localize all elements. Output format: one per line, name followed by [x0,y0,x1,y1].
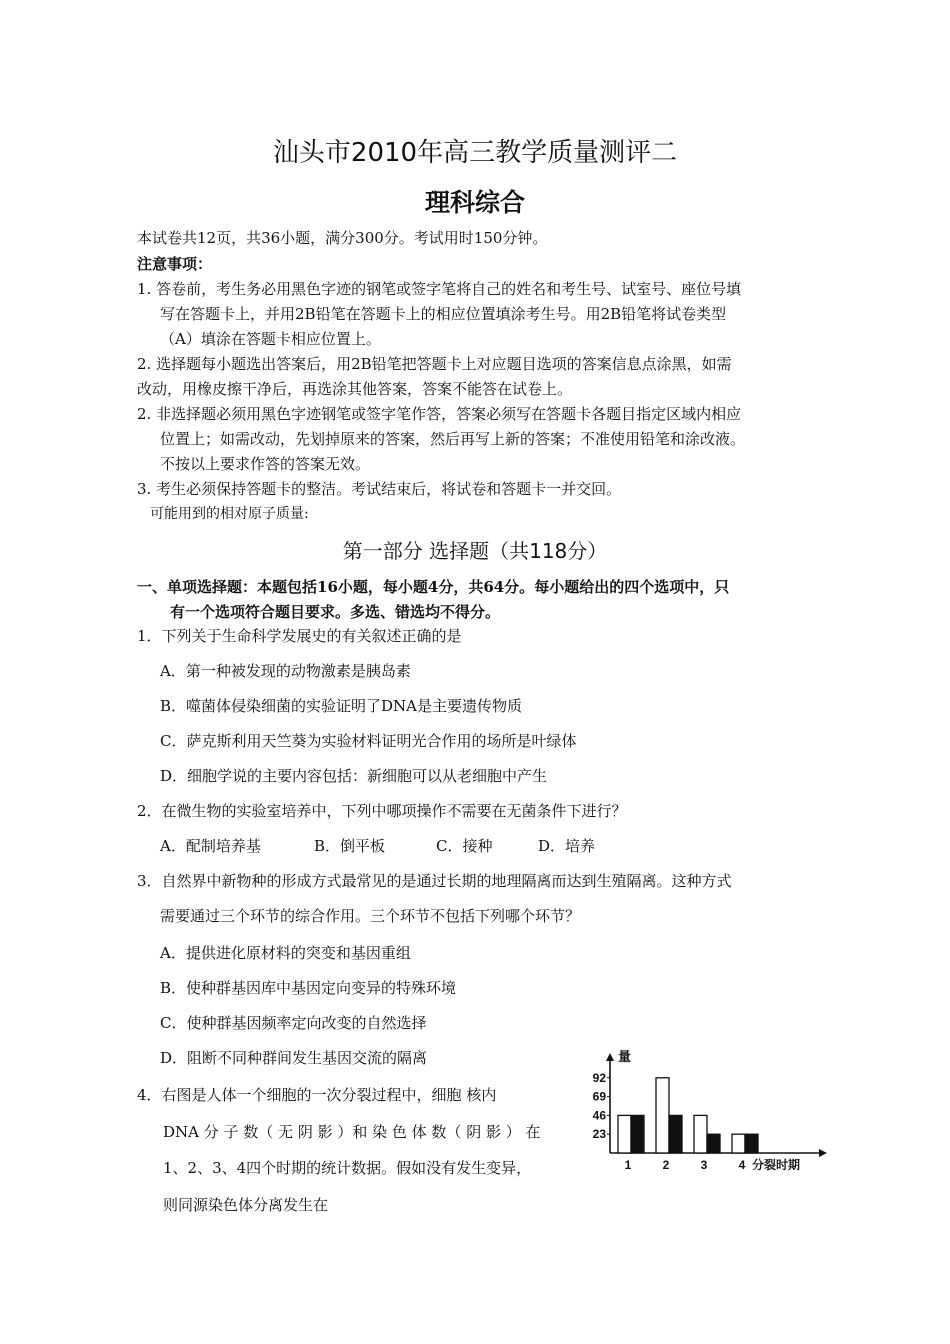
question-stem: 则同源染色体分离发生在 [163,1196,329,1214]
atomic-mass-line: 可能用到的相对原子质量: [150,506,309,522]
y-tick-label: 92 [592,1070,606,1085]
question-option: B．噬菌体侵染细菌的实验证明了DNA是主要遗传物质 [160,697,523,715]
notice-line: 1. 答卷前，考生务必用黑色字迹的钢笔或签字笔将自己的姓名和考生号、试室号、座位号填 [137,280,742,298]
question-stem: 2．在微生物的实验室培养中，下列中哪项操作不需要在无菌条件下进行？ [137,802,627,820]
bar-chromosome [669,1115,682,1153]
x-axis-label: 分裂时期 [752,1158,801,1172]
question-option: D．阻断不同种群间发生基因交流的隔离 [160,1049,428,1067]
question-option: D．细胞学说的主要内容包括：新细胞可以从老细胞中产生 [160,767,548,785]
section-instruction: 有一个选项符合题目要求。多选、错选均不得分。 [170,603,501,621]
question-stem: 1、2、3、4四个时期的统计数据。假如没有发生变异， [163,1159,532,1177]
bar-dna [656,1078,669,1153]
question-stem: 4．右图是人体一个细胞的一次分裂过程中，细胞 核内 [137,1086,497,1104]
notice-line: 改动，用橡皮擦干净后，再选涂其他答案，答案不能答在试卷上。 [137,380,573,398]
bar-chromosome [745,1134,758,1153]
part-title: 第一部分 选择题（共118分） [342,539,608,563]
question-option: B．倒平板 [314,837,386,855]
y-tick-label: 46 [592,1108,606,1123]
y-tick-label: 23 [592,1127,606,1142]
question-stem: 3．自然界中新物种的形成方式最常见的是通过长期的地理隔离而达到生殖隔离。这种方式 [137,872,732,890]
notice-line: 位置上；如需改动，先划掉原来的答案，然后再写上新的答案；不准使用铅笔和涂改液。 [160,430,746,448]
question-option: A．第一种被发现的动物激素是胰岛素 [160,662,411,680]
question-option: A．配制培养基 [160,837,261,855]
notice-line: 3. 考生必须保持答题卡的整洁。考试结束后，将试卷和答题卡一并交回。 [137,480,622,498]
x-tick-label: 2 [662,1158,670,1172]
question-option: B．使种群基因库中基因定向变异的特殊环境 [160,979,457,997]
x-tick-label: 1 [624,1158,632,1172]
paper-subject: 理科综合 [424,188,525,217]
question-option: D．培养 [538,837,596,855]
intro-text: 本试卷共12页，共36小题，满分300分。考试用时150分钟。 [137,229,548,247]
notice-line: 不按以上要求作答的答案无效。 [160,455,371,473]
cell-division-bar-chart [580,1045,840,1180]
x-tick-label: 4 [738,1158,746,1172]
question-stem: 需要通过三个环节的综合作用。三个环节不包括下列哪个环节？ [160,907,581,925]
notice-line: 2. 选择题每小题选出答案后，用2B铅笔把答题卡上对应题目选项的答案信息点涂黑，如需 [137,355,732,373]
question-stem: 1．下列关于生命科学发展史的有关叙述正确的是 [137,627,462,645]
question-option: C．萨克斯利用天竺葵为实验材料证明光合作用的场所是叶绿体 [160,732,577,750]
y-axis-label: 量 [618,1049,632,1064]
question-stem: DNA 分 子 数（ 无 阴 影 ）和 染 色 体 数（ 阴 影 ） 在 [163,1123,541,1141]
notice-heading: 注意事项： [137,255,213,273]
bar-chromosome [707,1134,720,1153]
bar-dna [618,1115,631,1153]
bar-dna [732,1134,745,1153]
question-option: A．提供进化原材料的突变和基因重组 [160,944,411,962]
notice-line: 2. 非选择题必须用黑色字迹钢笔或签字笔作答，答案必须写在答题卡各题目指定区域内相应 [137,405,742,423]
x-tick-label: 3 [700,1158,708,1172]
y-tick-label: 69 [592,1089,606,1104]
bar-chromosome [631,1115,644,1153]
section-instruction: 一、单项选择题：本题包括16小题，每小题4分，共64分。每小题给出的四个选项中，只 [137,578,730,596]
paper-title: 汕头市2010年高三教学质量测评二 [272,138,678,168]
x-axis-arrow [819,1149,827,1157]
notice-line: （A）填涂在答题卡相应位置上。 [160,330,381,348]
notice-line: 写在答题卡上，并用2B铅笔在答题卡上的相应位置填涂考生号。用2B铅笔将试卷类型 [160,305,727,323]
y-axis-arrow [606,1053,614,1061]
bar-dna [694,1115,707,1153]
question-option: C．使种群基因频率定向改变的自然选择 [160,1014,427,1032]
question-option: C．接种 [436,837,493,855]
